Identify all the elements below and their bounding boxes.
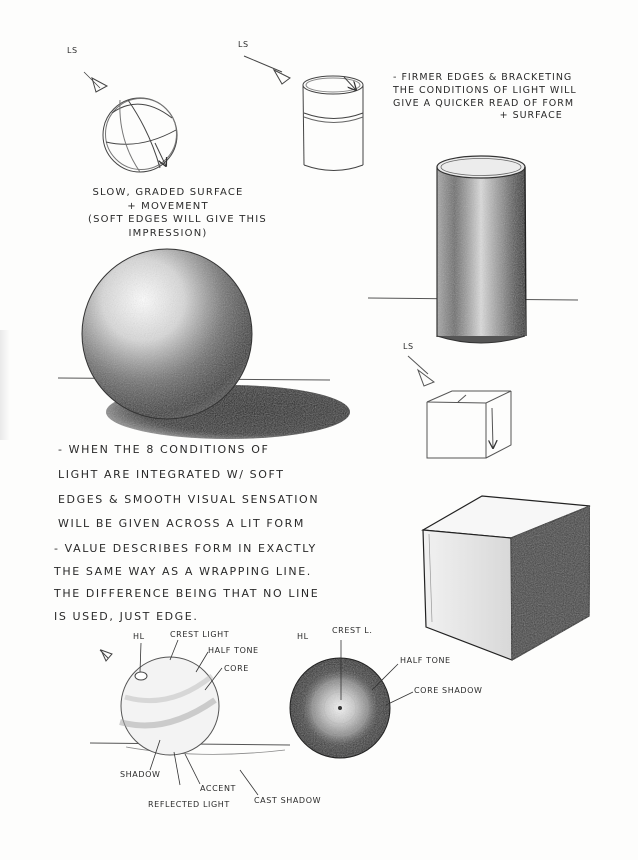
caption-line: + SURFACE (499, 110, 563, 122)
shadow-label: SHADOW (120, 770, 161, 779)
half-tone-label: HALF TONE (400, 656, 451, 665)
caption-line: SLOW, GRADED SURFACE (92, 187, 244, 198)
sphere-caption (88, 186, 267, 240)
paragraph-line: LIGHT ARE INTEGRATED W/ SOFT (58, 467, 285, 481)
light-source-label: LS (403, 342, 414, 351)
highlight-label: HL (133, 632, 145, 641)
line-cylinder-sketch (244, 56, 363, 171)
paragraph-line: THE DIFFERENCE BEING THAT NO LINE (54, 587, 320, 601)
light-source-arrow-icon (84, 72, 100, 88)
paragraph-line: EDGES & SMOOTH VISUAL SENSATION (58, 492, 320, 506)
paragraph-line: IS USED, JUST EDGE. (54, 609, 199, 623)
caption-line: - FIRMER EDGES & BRACKETING (393, 72, 573, 83)
paragraph-line: - VALUE DESCRIBES FORM IN EXACTLY (54, 542, 317, 555)
caption-line: GIVE A QUICKER READ OF FORM (393, 97, 575, 109)
cylinder-caption (393, 72, 577, 123)
shaded-cylinder-drawing (368, 156, 578, 343)
caption-line: IMPRESSION) (128, 227, 208, 239)
caption-line: + MOVEMENT (127, 200, 209, 212)
paragraph-line: WILL BE GIVEN ACROSS A LIT FORM (58, 517, 305, 531)
reflected-light-label: REFLECTED LIGHT (148, 800, 230, 809)
core-shadow-ball-diagram (290, 640, 413, 758)
shaded-sphere-drawing (58, 249, 350, 439)
cast-shadow-label: CAST SHADOW (254, 796, 322, 805)
caption-line: THE CONDITIONS OF LIGHT WILL (393, 84, 577, 96)
light-source-arrow-icon (244, 56, 282, 72)
value-paragraph (54, 538, 319, 628)
core-label: CORE (224, 664, 249, 673)
light-source-label: LS (67, 46, 78, 55)
paragraph-line: THE SAME WAY AS A WRAPPING LINE. (54, 564, 312, 578)
accent-label: ACCENT (200, 784, 237, 793)
highlight-label: HL (297, 632, 309, 641)
shaded-cube-drawing (423, 496, 590, 660)
line-box-sketch (408, 356, 511, 458)
crest-light-label: CREST L. (332, 626, 373, 635)
caption-line: (SOFT EDGES WILL GIVE THIS (88, 214, 267, 225)
conditions-paragraph (58, 438, 319, 537)
line-sphere-sketch (84, 72, 177, 172)
core-shadow-label: CORE SHADOW (414, 686, 483, 695)
crest-light-label: CREST LIGHT (170, 630, 230, 639)
paragraph-line: - WHEN THE 8 CONDITIONS OF (58, 443, 270, 456)
half-tone-label: HALF TONE (208, 646, 259, 655)
light-source-label: LS (238, 40, 249, 49)
